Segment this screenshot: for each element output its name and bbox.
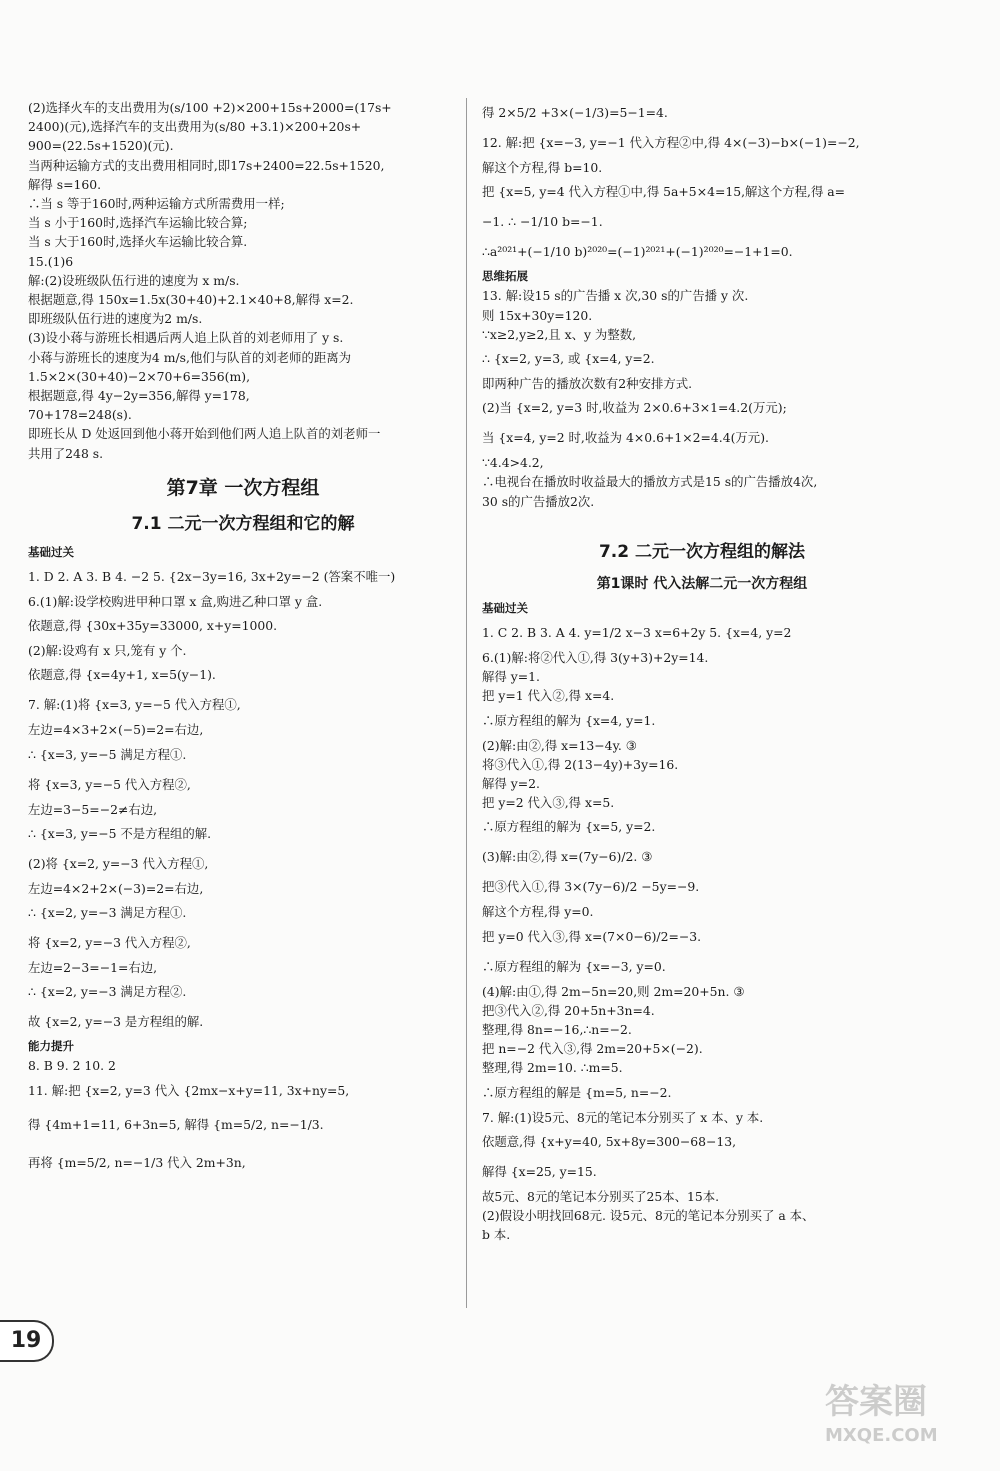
answer-line: 将 {x=2, y=−3 代入方程②, [28,935,191,951]
watermark-bottom-text: MXQE.COM [825,1425,938,1446]
answer-line: 左边=3−5=−2≠右边, [28,801,158,817]
answer-line: (2)假设小明找回68元. 设5元、8元的笔记本分别买了 a 本、 [482,1208,815,1224]
answer-line: 故5元、8元的笔记本分别买了25本、15本. [482,1188,720,1204]
right-column [482,98,922,1244]
answer-line: 解得 {x=25, y=15. [482,1163,597,1179]
answer-line: 当 {x=4, y=2 时,收益为 4×0.6+1×2=4.4(万元). [482,430,769,446]
section-title: 7.1 二元一次方程组和它的解 [131,513,355,534]
answer-line: (3)解:由②,得 x=(7y−6)/2. ③ [482,849,653,865]
section-title: 7.2 二元一次方程组的解法 [598,541,806,562]
basic-section-label: 基础过关 [28,544,74,559]
answer-line: ∴ {x=3, y=−5 满足方程①. [28,746,187,762]
answer-line: 15.(1)6 [28,253,74,269]
lesson-title: 第1课时 代入法解二元一次方程组 [596,575,808,592]
answer-line: 得 {4m+1=11, 6+3n=5, 解得 {m=5/2, n=−1/3. [28,1116,324,1132]
page-number: 19 [0,1320,54,1362]
answer-line: 整理,得 8n=−16,∴n=−2. [482,1022,632,1038]
answer-line: 解:(2)设班级队伍行进的速度为 x m/s. [28,272,240,288]
answer-line: ∴ {x=3, y=−5 不是方程组的解. [28,825,212,841]
answer-line: 当 s 小于160时,选择汽车运输比较合算; [28,215,248,231]
answer-line: −1. ∴ −1/10 b=−1. [482,214,603,230]
answer-line: 30 s的广告播放2次. [482,493,595,509]
answer-line: 得 2×5/2 +3×(−1/3)=5−1=4. [482,105,668,120]
answer-line: 把③代入②,得 20+5n+3n=4. [482,1002,655,1018]
answer-line: 根据题意,得 4y−2y=356,解得 y=178, [28,388,250,404]
answer-line: 将 {x=3, y=−5 代入方程②, [28,776,191,792]
ability-section-label: 能力提升 [28,1039,74,1054]
answer-line: 即班级队伍行进的速度为2 m/s. [28,311,203,327]
answer-line: ∴原方程组的解为 {x=−3, y=0. [482,958,666,974]
answer-line: 8. B 9. 2 10. 2 [28,1058,116,1074]
answer-line: 把 y=0 代入③,得 x=(7×0−6)/2=−3. [482,928,702,944]
answer-line: 故 {x=2, y=−3 是方程组的解. [28,1014,204,1030]
answer-line: 6.(1)解:将②代入①,得 3(y+3)+2y=14. [482,650,709,666]
answer-line: 即班长从 D 处返回到他小蒋开始到他们两人追上队首的刘老师一 [28,426,381,442]
answer-line: 左边=4×3+2×(−5)=2=右边, [28,722,204,738]
answer-line: 依题意,得 {x+y=40, 5x+8y=300−68−13, [482,1133,737,1149]
answer-line: 将③代入①,得 2(13−4y)+3y=16. [482,756,679,772]
answer-line: ∴a²⁰²¹+(−1/10 b)²⁰²⁰=(−1)²⁰²¹+(−1)²⁰²⁰=−1+1=0. [482,244,793,260]
answer-line: ∵x≥2,y≥2,且 x、y 为整数, [482,326,637,342]
answer-line: ∴ {x=2, y=−3 满足方程①. [28,905,187,921]
watermark-top-text: 答案圈 [825,1382,927,1422]
answer-line: 则 15x+30y=120. [482,307,593,323]
answer-line: ∴当 s 等于160时,两种运输方式所需费用一样; [28,196,285,212]
answer-line: (4)解:由①,得 2m−5n=20,则 2m=20+5n. ③ [482,983,745,999]
column-divider [466,98,467,1308]
answer-line: 7. 解:(1)将 {x=3, y=−5 代入方程①, [28,697,241,713]
answer-line: 即两种广告的播放次数有2种安排方式. [482,376,693,392]
answer-line: 1. C 2. B 3. A 4. y=1/2 x−3 x=6+2y 5. {x=4, y=2 [482,625,792,641]
answer-line: 把 y=1 代入②,得 x=4. [482,688,615,704]
answer-line: (2)解:由②,得 x=13−4y. ③ [482,737,637,753]
answer-line: (3)设小蒋与游班长相遇后两人追上队首的刘老师用了 y s. [28,330,344,346]
answer-line: ∴电视台在播放时收益最大的播放方式是15 s的广告播放4次, [482,474,818,490]
answer-line: 左边=2−3=−1=右边, [28,960,158,976]
left-column [28,98,458,1182]
answer-line: 1. D 2. A 3. B 4. −2 5. {2x−3y=16, 3x+2y=−2 (答案不唯一) [28,569,396,585]
answer-line: 解得 y=1. [482,669,540,685]
answer-line: 把 {x=5, y=4 代入方程①中,得 5a+5×4=15,解这个方程,得 a= [482,184,846,200]
answer-line: 共用了248 s. [28,445,104,461]
answer-line: 把 n=−2 代入③,得 2m=20+5×(−2). [482,1041,703,1057]
answer-line: 解这个方程,得 y=0. [482,904,594,920]
answer-line: 900=(22.5s+1520)(元). [28,138,174,154]
answer-line: 12. 解:把 {x=−3, y=−1 代入方程②中,得 4×(−3)−b×(−1)=−2, [482,135,860,150]
answer-line: 解得 s=160. [28,176,102,192]
answer-line: 依题意,得 {30x+35y=33000, x+y=1000. [28,618,278,634]
answer-line: (2)当 {x=2, y=3 时,收益为 2×0.6+3×1=4.2(万元); [482,400,787,416]
answer-line: ∴原方程组的解为 {x=4, y=1. [482,712,656,728]
answer-line: 11. 解:把 {x=2, y=3 代入 {2mx−x+y=11, 3x+ny=5, [28,1082,350,1098]
answer-line: (2)将 {x=2, y=−3 代入方程①, [28,855,209,871]
answer-line: 解这个方程,得 b=10. [482,160,603,175]
answer-line: 7. 解:(1)设5元、8元的笔记本分别买了 x 本、y 本. [482,1109,764,1125]
chapter-title: 第7章 一次方程组 [166,476,320,499]
answer-line: b 本. [482,1227,511,1243]
answer-line: ∴ {x=2, y=3, 或 {x=4, y=2. [482,351,655,367]
answer-line: 整理,得 2m=10. ∴m=5. [482,1060,623,1076]
answer-line: 小蒋与游班长的速度为4 m/s,他们与队首的刘老师的距离为 [28,349,352,365]
answer-line: 1.5×2×(30+40)−2×70+6=356(m), [28,368,251,384]
answer-line: (2)解:设鸡有 x 只,笼有 y 个. [28,643,187,659]
basic-section-label: 基础过关 [482,600,528,615]
answer-line: 把③代入①,得 3×(7y−6)/2 −5y=−9. [482,879,700,895]
answer-line: ∴原方程组的解是 {m=5, n=−2. [482,1084,672,1100]
answer-line: 把 y=2 代入③,得 x=5. [482,795,615,811]
answer-line: 解得 y=2. [482,776,540,792]
answer-line: 左边=4×2+2×(−3)=2=右边, [28,880,204,896]
answer-line: 6.(1)解:设学校购进甲种口罩 x 盒,购进乙种口罩 y 盒. [28,594,323,610]
answer-line: 再将 {m=5/2, n=−1/3 代入 2m+3n, [28,1154,246,1170]
think-section-label: 思维拓展 [482,269,528,284]
watermark-logo [825,1380,985,1460]
answer-line: 依题意,得 {x=4y+1, x=5(y−1). [28,667,216,683]
answer-line: 根据题意,得 150x=1.5x(30+40)+2.1×40+8,解得 x=2. [28,292,354,308]
answer-line: 13. 解:设15 s的广告播 x 次,30 s的广告播 y 次. [482,288,749,304]
answer-line: 70+178=248(s). [28,407,132,423]
answer-line: 2400)(元),选择汽车的支出费用为(s/80 +3.1)×200+20s+ [28,119,362,135]
answer-line: ∵4.4>4.2, [482,455,544,471]
answer-line: ∴ {x=2, y=−3 满足方程②. [28,984,187,1000]
answer-line: 当 s 大于160时,选择火车运输比较合算. [28,234,248,250]
answer-line: ∴原方程组的解为 {x=5, y=2. [482,819,656,835]
answer-line: (2)选择火车的支出费用为(s/100 +2)×200+15s+2000=(17s+ [28,100,392,115]
answer-line: 当两种运输方式的支出费用相同时,即17s+2400=22.5s+1520, [28,157,385,173]
